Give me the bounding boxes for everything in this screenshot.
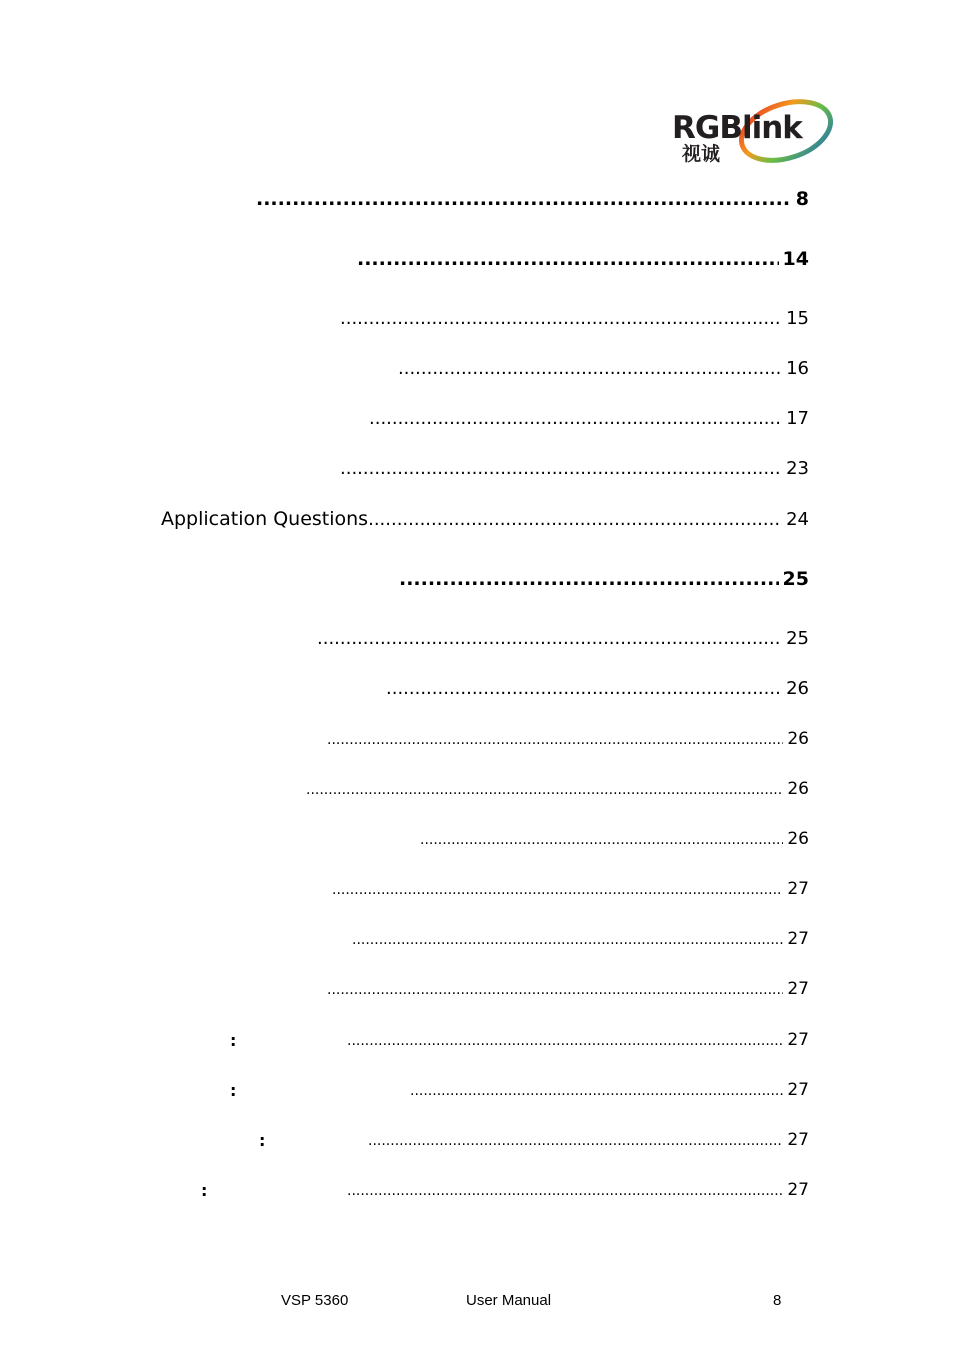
toc-leader bbox=[410, 1083, 783, 1099]
toc-page-number: 27 bbox=[787, 979, 809, 999]
toc-leader bbox=[369, 408, 782, 429]
toc-colon: : bbox=[230, 1081, 237, 1100]
toc-entry[interactable] bbox=[306, 779, 809, 799]
toc-page-number: 23 bbox=[786, 458, 809, 479]
toc-title: Application Questions bbox=[161, 508, 369, 530]
toc-page-number: 17 bbox=[786, 408, 809, 429]
toc-entry[interactable] bbox=[347, 1030, 809, 1050]
toc-entry[interactable] bbox=[386, 678, 809, 699]
toc-leader bbox=[420, 832, 783, 848]
toc-colon: : bbox=[201, 1181, 208, 1200]
toc-page-number: 27 bbox=[787, 879, 809, 899]
toc-page-number: 14 bbox=[782, 248, 809, 270]
toc-page-number: 16 bbox=[786, 358, 809, 379]
toc-entry[interactable] bbox=[161, 508, 809, 530]
toc-page-number: 25 bbox=[782, 568, 809, 590]
toc-page-number: 15 bbox=[786, 308, 809, 329]
toc-entry[interactable] bbox=[340, 308, 809, 329]
toc-entry[interactable] bbox=[317, 628, 809, 649]
toc-entry[interactable] bbox=[369, 408, 809, 429]
toc-entry[interactable] bbox=[256, 188, 809, 210]
toc-leader bbox=[368, 509, 782, 530]
toc-leader bbox=[327, 982, 783, 998]
toc-entry[interactable] bbox=[340, 458, 809, 479]
toc-entry[interactable] bbox=[410, 1080, 809, 1100]
toc-leader bbox=[352, 932, 783, 948]
toc-leader bbox=[327, 732, 783, 748]
toc-page-number: 8 bbox=[795, 188, 809, 210]
toc-leader bbox=[347, 1033, 783, 1049]
logo-brand-text: RGBlink bbox=[672, 110, 802, 146]
toc-page-number: 26 bbox=[786, 678, 809, 699]
toc-leader bbox=[398, 358, 782, 379]
toc-leader bbox=[317, 628, 782, 649]
toc-page-number: 26 bbox=[787, 729, 809, 749]
footer-page-number: 8 bbox=[773, 1292, 782, 1309]
toc-entry[interactable] bbox=[347, 1180, 809, 1200]
toc-entry[interactable] bbox=[357, 248, 809, 270]
logo-chinese-text: 视诚 bbox=[682, 143, 721, 165]
footer-title: User Manual bbox=[466, 1292, 552, 1309]
toc-entry[interactable] bbox=[398, 358, 809, 379]
toc-leader bbox=[368, 1133, 783, 1149]
footer-model: VSP 5360 bbox=[281, 1292, 349, 1309]
toc-entry[interactable] bbox=[399, 568, 809, 590]
rgblink-logo bbox=[668, 98, 838, 166]
toc-page-number: 27 bbox=[787, 1130, 809, 1150]
toc-entry[interactable] bbox=[352, 929, 809, 949]
toc-leader bbox=[399, 568, 779, 590]
toc-entry[interactable] bbox=[420, 829, 809, 849]
toc-leader bbox=[340, 308, 782, 329]
toc-colon: : bbox=[230, 1031, 237, 1050]
toc-leader bbox=[256, 188, 792, 210]
toc-entry[interactable] bbox=[327, 979, 809, 999]
toc-page-number: 24 bbox=[786, 509, 809, 530]
toc-page-number: 26 bbox=[787, 829, 809, 849]
toc-leader bbox=[386, 678, 782, 699]
toc-entry[interactable] bbox=[327, 729, 809, 749]
toc-colon: : bbox=[259, 1131, 266, 1150]
toc-page-number: 27 bbox=[787, 929, 809, 949]
toc-entry[interactable] bbox=[368, 1130, 809, 1150]
toc-page-number: 25 bbox=[786, 628, 809, 649]
toc-leader bbox=[340, 458, 782, 479]
toc-page-number: 27 bbox=[787, 1080, 809, 1100]
toc-leader bbox=[332, 882, 783, 898]
toc-leader bbox=[347, 1183, 783, 1199]
toc-page-number: 27 bbox=[787, 1180, 809, 1200]
toc-page-number: 26 bbox=[787, 779, 809, 799]
toc-leader bbox=[357, 248, 779, 270]
toc-page-number: 27 bbox=[787, 1030, 809, 1050]
toc-leader bbox=[306, 782, 783, 798]
toc-entry[interactable] bbox=[332, 879, 809, 899]
